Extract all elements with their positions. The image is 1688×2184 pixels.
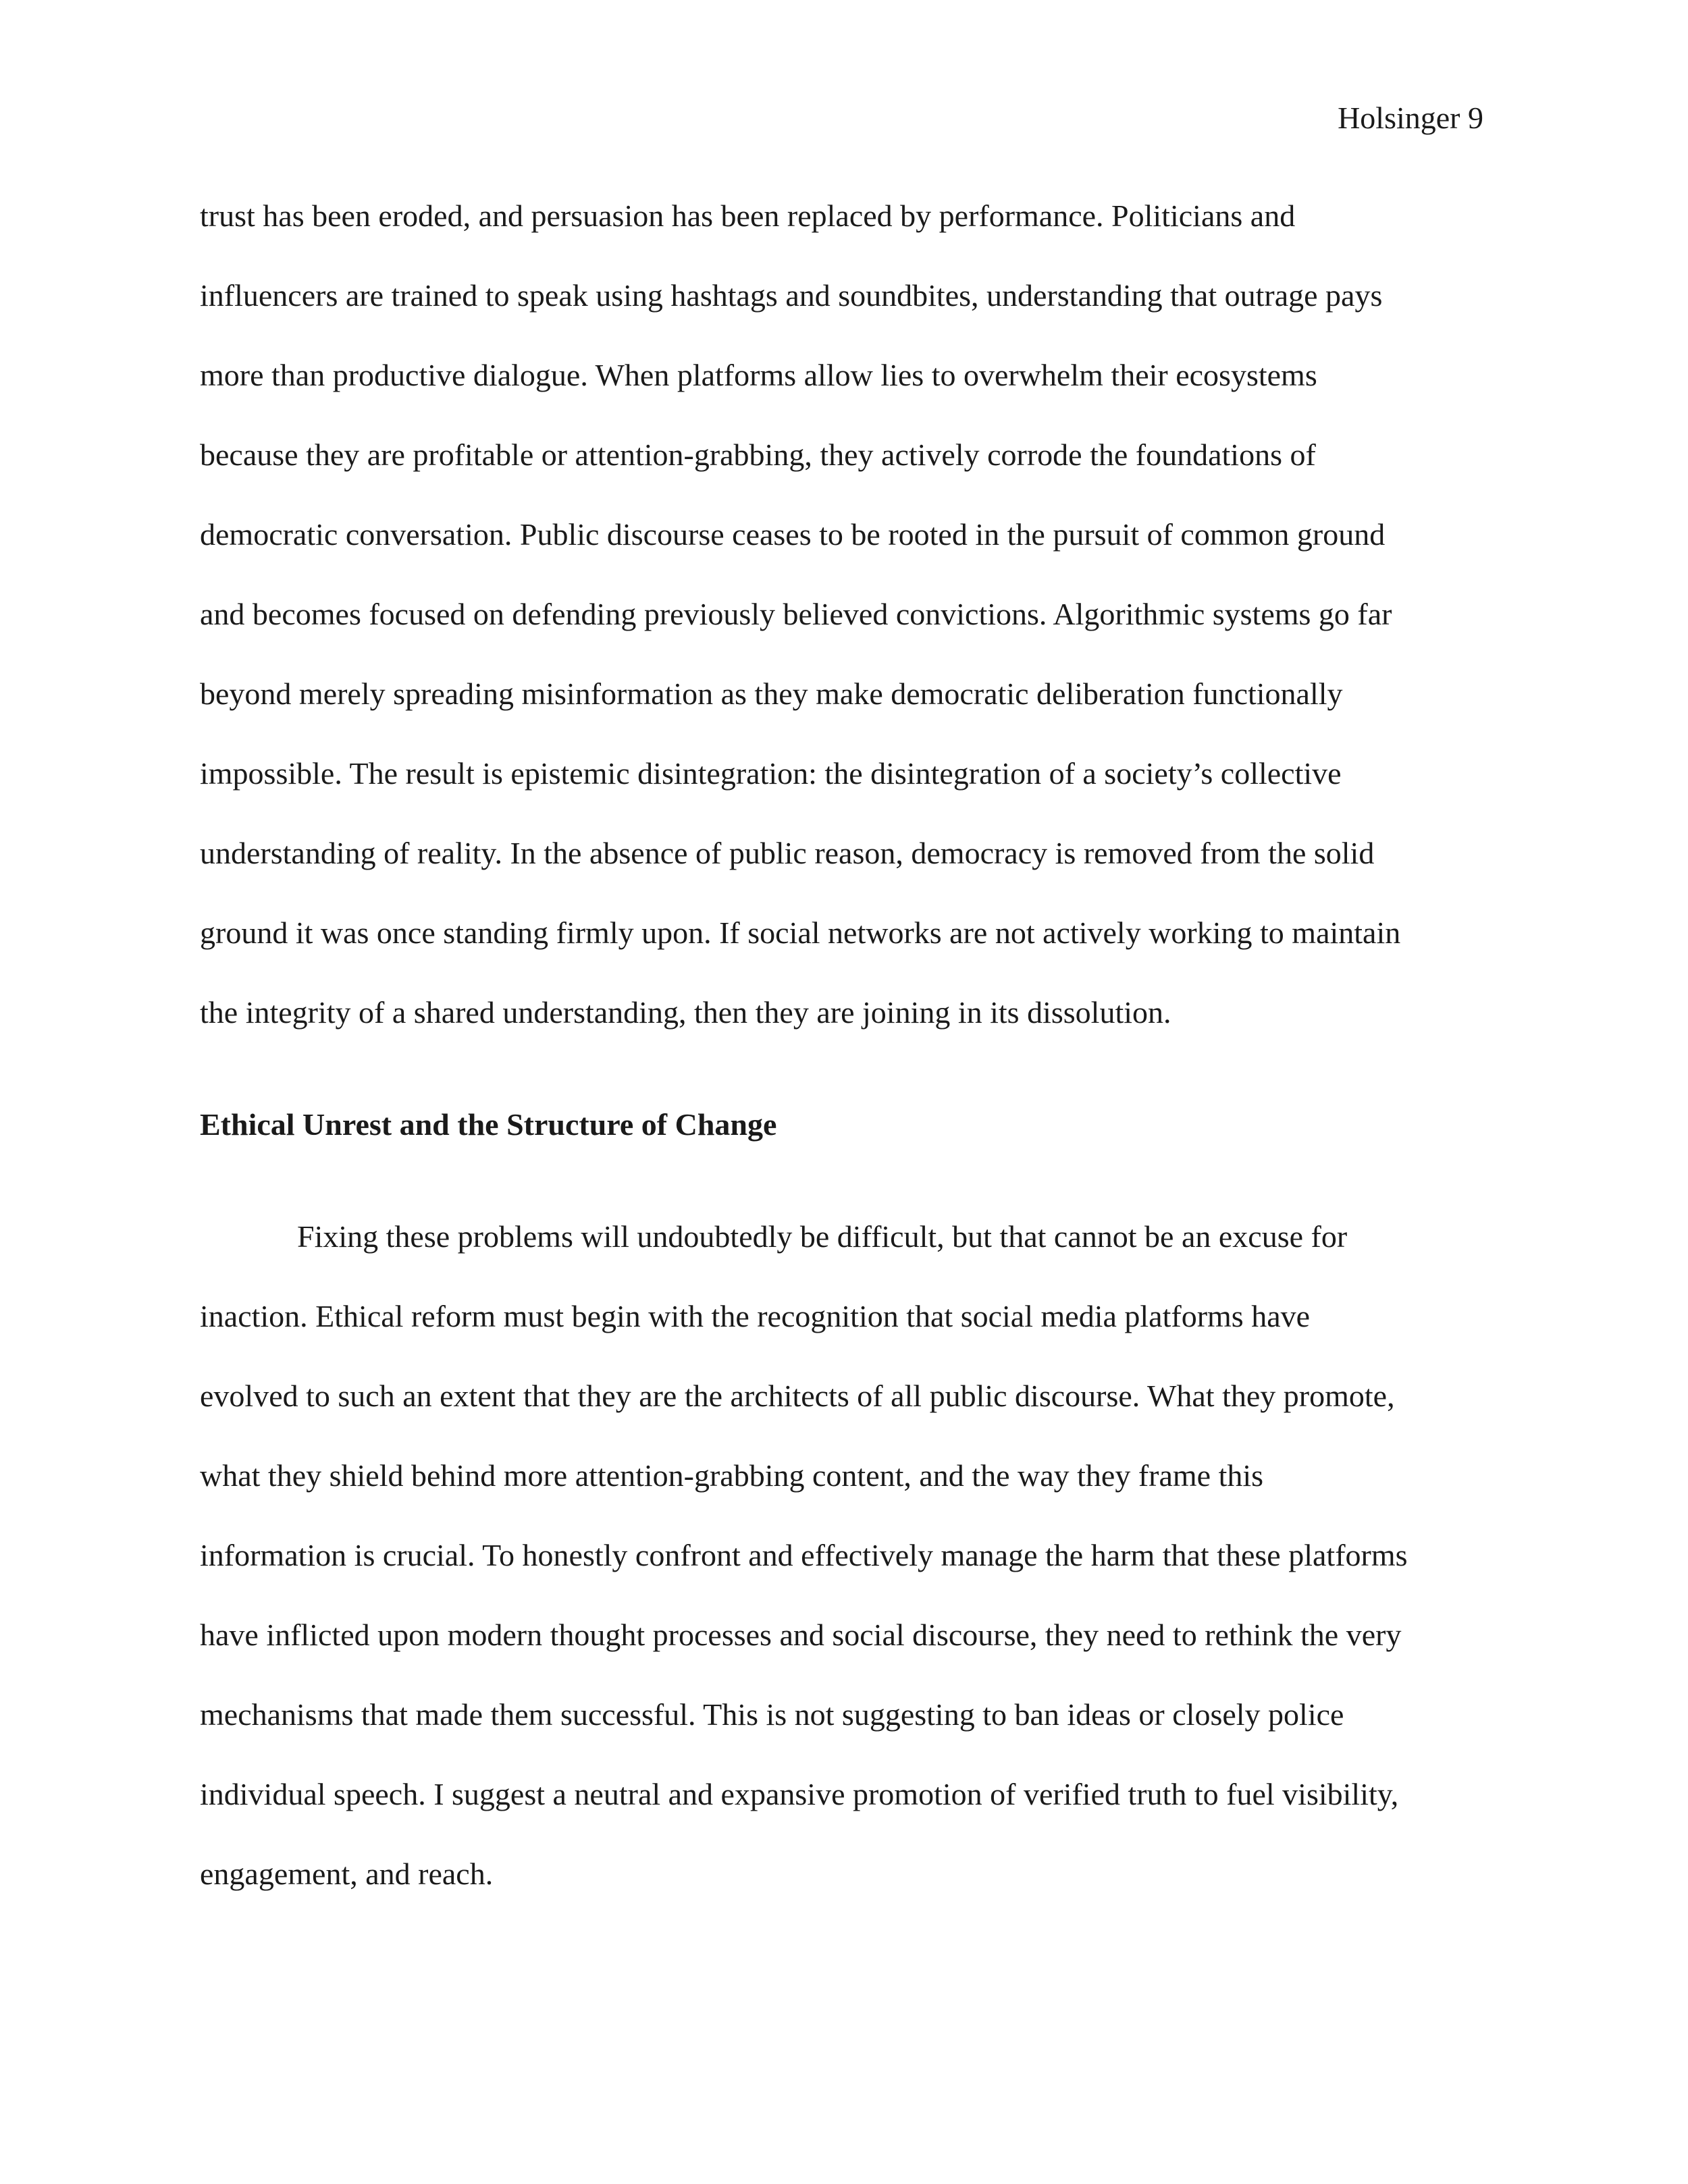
paragraph-line: individual speech. I suggest a neutral and expansive promotion of verified truth to fuel visibility,: [200, 1777, 1399, 1811]
running-head: Holsinger 9: [1338, 101, 1483, 135]
paragraph-line: influencers are trained to speak using hashtags and soundbites, understanding that outrage pays: [200, 278, 1383, 313]
paragraph-line: mechanisms that made them successful. This is not suggesting to ban ideas or closely police: [200, 1697, 1344, 1732]
paragraph-line: impossible. The result is epistemic disintegration: the disintegration of a society’s collective: [200, 756, 1342, 791]
paragraph-line: have inflicted upon modern thought processes and social discourse, they need to rethink the very: [200, 1618, 1402, 1652]
paragraph-line: engagement, and reach.: [200, 1857, 494, 1891]
paragraph-line: evolved to such an extent that they are the architects of all public discourse. What they promote,: [200, 1379, 1395, 1413]
paragraph-line: beyond merely spreading misinformation as they make democratic deliberation functionally: [200, 676, 1343, 711]
paragraph-line: what they shield behind more attention-grabbing content, and the way they frame this: [200, 1458, 1264, 1493]
paragraph-line: understanding of reality. In the absence of public reason, democracy is removed from the solid: [200, 836, 1375, 870]
paragraph-line: trust has been eroded, and persuasion has been replaced by performance. Politicians and: [200, 198, 1296, 233]
paragraph-line: democratic conversation. Public discourse ceases to be rooted in the pursuit of common ground: [200, 517, 1386, 552]
paragraph-line: information is crucial. To honestly confront and effectively manage the harm that these platforms: [200, 1538, 1408, 1572]
paragraph-line: ground it was once standing firmly upon. If social networks are not actively working to maintain: [200, 915, 1401, 950]
paragraph-line: because they are profitable or attention-grabbing, they actively corrode the foundations of: [200, 437, 1316, 472]
paragraph-line: inaction. Ethical reform must begin with the recognition that social media platforms have: [200, 1299, 1311, 1333]
paragraph-line: more than productive dialogue. When platforms allow lies to overwhelm their ecosystems: [200, 358, 1317, 392]
paragraph-line: and becomes focused on defending previously believed convictions. Algorithmic systems go far: [200, 597, 1392, 631]
section-heading: Ethical Unrest and the Structure of Change: [200, 1107, 777, 1142]
paragraph-line: Fixing these problems will undoubtedly be difficult, but that cannot be an excuse for: [297, 1219, 1348, 1254]
paragraph-line: the integrity of a shared understanding, then they are joining in its dissolution.: [200, 995, 1171, 1030]
